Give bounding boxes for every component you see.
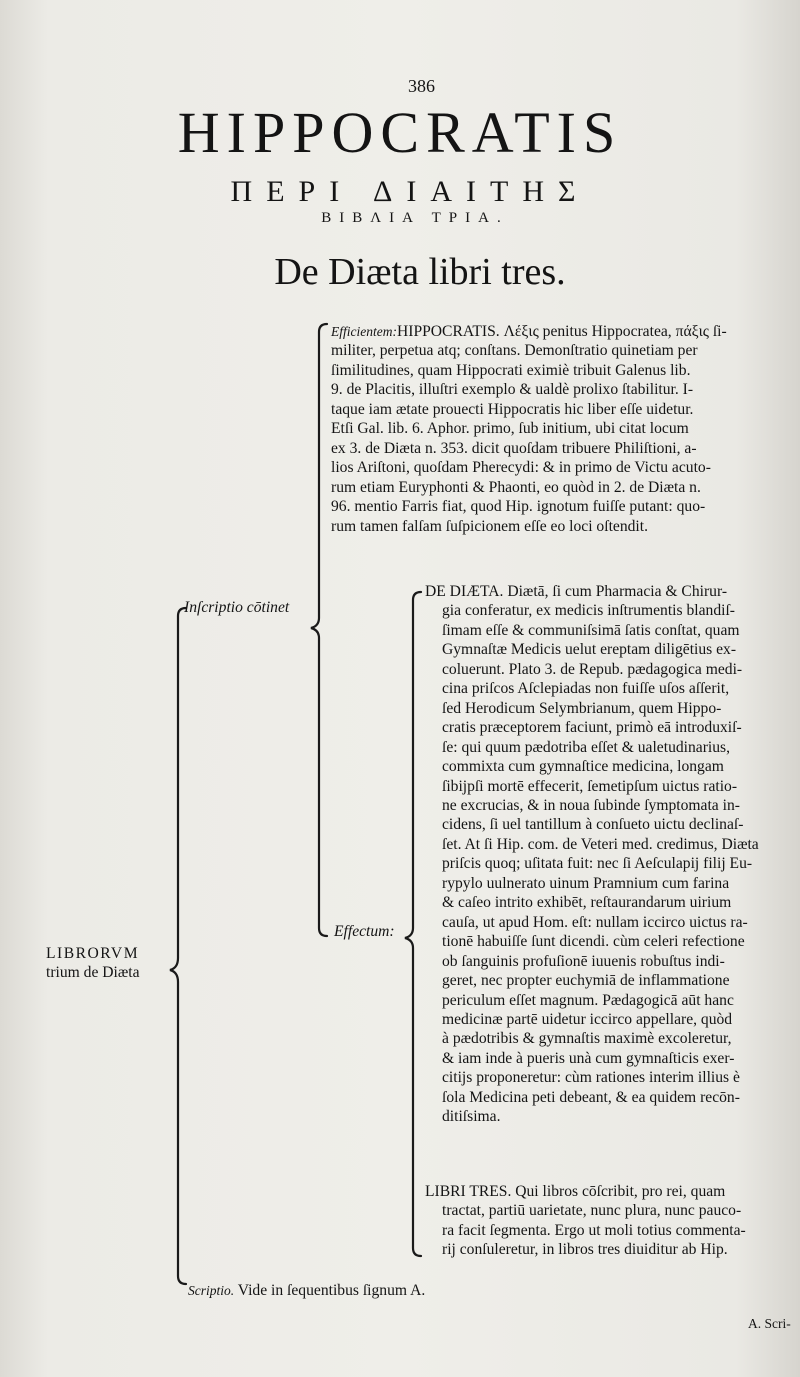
- de-diaeta-line: ſola Medicina peti debeant, & ea quidem recōn-: [442, 1088, 740, 1106]
- de-diaeta-line: & iam inde à pueris unà cum gymnaſticis exer-: [442, 1049, 735, 1067]
- de-diaeta-line: cina priſcos Aſclepiadas non fuiſſe uſos aſſerit,: [442, 680, 730, 698]
- efficientem-line: 9. de Placitis, illuſtri exemplo & ualdè prolixo ſtabilitur. I-: [331, 381, 694, 399]
- de-diaeta-line: ob ſanguinis profuſionē iuuenis robuſtus indi-: [442, 952, 725, 970]
- de-diaeta-line: ſimam eſſe & communiſsimā ſatis conſtat, quam: [442, 621, 740, 639]
- efficientem-line: 96. mentio Farris fiat, quod Hip. ignotum fuiſſe putant: quo-: [331, 498, 706, 516]
- de-diaeta-line: cauſa, ut apud Hom. eſt: nullam iccirco uictus ra-: [442, 913, 748, 931]
- libri-tres-line: LIBRI TRES. Qui libros cōſcribit, pro rei, quam: [425, 1183, 726, 1200]
- de-diaeta-paragraph: [425, 582, 759, 1127]
- efficientem-line: rum etiam Euryphonti & Phaonti, eo quòd in 2. de Diæta n.: [331, 478, 701, 496]
- root-label-line2: trium de Diæta: [46, 964, 140, 982]
- de-diaeta-line: periculum eſſet magnum. Pædagogicā aūt hanc: [442, 991, 734, 1009]
- libri-tres-paragraph: [425, 1182, 746, 1260]
- de-diaeta-line: cidens, ſi uel tantillum à conſueto uictu declinaſ-: [442, 816, 744, 834]
- efficientem-line: Etſi Gal. lib. 6. Aphor. primo, ſub initium, ubi citat locum: [331, 420, 689, 438]
- de-diaeta-line: medicinæ partē uidetur iccirco appellare, quòd: [442, 1010, 733, 1028]
- de-diaeta-line: priſcis quoq; uſitata fuit: nec ſi Aeſculapij filij Eu-: [442, 855, 753, 873]
- root-label: [46, 944, 140, 983]
- libri-tres-line: tractat, partiū uarietate, nunc plura, nunc pauco-: [442, 1202, 742, 1220]
- de-diaeta-line: ne excrucias, & in noua ſubinde ſymptomata in-: [442, 796, 740, 814]
- inscriptio-label: Inſcriptio cōtinet: [184, 599, 290, 616]
- efficientem-line: ex 3. de Diæta n. 353. dicit quoſdam tribuere Philiſtioni, a-: [331, 439, 697, 457]
- page-title: HIPPOCRATIS: [177, 100, 623, 165]
- efficientem-line: Efficientem:HIPPOCRATIS. Λέξις penitus Hippocratea, πάξις ſi-: [331, 323, 727, 340]
- greek-title: ΠΕΡΙ ΔΙΑΙΤΗΣ: [230, 175, 590, 208]
- de-diaeta-line: geret, nec propter euchymiā de inflammatione: [442, 972, 730, 990]
- efficientem-line: militer, perpetua atq; conſtans. Demonſtratio quinetiam per: [331, 342, 698, 360]
- de-diaeta-line: citijs proponeretur: cùm rationes interim illius è: [442, 1069, 740, 1087]
- root-bracket: [170, 608, 186, 1284]
- de-diaeta-line: tionē habuiſſe ſunt dicendi. cùm celeri refectione: [442, 933, 745, 951]
- latin-title: De Diæta libri tres.: [274, 251, 566, 293]
- efficientem-line: rum tamen falſam ſuſpicionem eſſe eo loci oſtendit.: [331, 517, 648, 535]
- de-diaeta-line: ſed Herodicum Selymbrianum, quem Hippo-: [442, 699, 722, 717]
- efficientem-line: lios Ariſtoni, quoſdam Pherecydi: & in primo de Victu acuto-: [331, 459, 711, 477]
- efficientem-line: ſimilitudines, quam Hippocrati eximiè tribuit Galenus lib.: [331, 361, 691, 379]
- de-diaeta-line: DE DIÆTA. Diætā, ſi cum Pharmacia & Chirur-: [425, 583, 728, 600]
- de-diaeta-line: ſe: qui quum pædotriba eſſet & ualetudinarius,: [442, 738, 730, 756]
- de-diaeta-line: rypylo uulnerato uinum Pramnium cum farina: [442, 874, 730, 892]
- de-diaeta-line: cratis præceptorem faciunt, primò eā introduxiſ-: [442, 719, 742, 737]
- effectum-bracket: [405, 592, 421, 1256]
- de-diaeta-line: ſet. At ſi Hip. com. de Veteri med. credimus, Diæta: [442, 835, 759, 853]
- libri-tres-line: ra facit ſegmenta. Ergo ut moli totius commenta-: [442, 1221, 746, 1239]
- de-diaeta-line: & caſeo intrito exhibēt, reſtaurandarum uirium: [442, 894, 732, 912]
- de-diaeta-line: gia conferatur, ex medicis inſtrumentis blandiſ-: [442, 602, 735, 620]
- root-label-line1: LIBRORVM: [46, 945, 140, 962]
- de-diaeta-line: ſibijpſi mortē effecerit, ſemetipſum uictus ratio-: [442, 777, 738, 795]
- libri-tres-line: rij conſuleretur, in libros tres diuiditur ab Hip.: [442, 1241, 728, 1259]
- greek-subtitle: ΒΙΒΛΙΑ ΤΡΙΑ.: [321, 210, 509, 226]
- efficientem-line: taque iam ætate prouecti Hippocratis hic liber eſſe uidetur.: [331, 400, 694, 418]
- catchword: A. Scri-: [748, 1316, 791, 1331]
- inscriptio-bracket: [311, 324, 327, 936]
- efficientem-label: Efficientem:: [331, 324, 397, 339]
- de-diaeta-line: coluerunt. Plato 3. de Repub. pædagogica medi-: [442, 660, 743, 678]
- scriptio-text: Vide in ſequentibus ſignum A.: [237, 1282, 426, 1299]
- scriptio-label: Scriptio.: [188, 1283, 235, 1298]
- efficientem-paragraph: [331, 322, 727, 536]
- page-number: 386: [408, 76, 435, 96]
- scriptio-line: [188, 1281, 425, 1300]
- effectum-label: Effectum:: [334, 923, 395, 940]
- de-diaeta-line: à pædotribis & gymnaſtis maximè excoleretur,: [442, 1030, 732, 1048]
- de-diaeta-line: commixta cum gymnaſtice medicina, longam: [442, 758, 724, 776]
- de-diaeta-line: ditiſsima.: [442, 1108, 501, 1126]
- de-diaeta-line: Gymnaſtæ Medicis uelut ereptam diligētius ex-: [442, 641, 737, 659]
